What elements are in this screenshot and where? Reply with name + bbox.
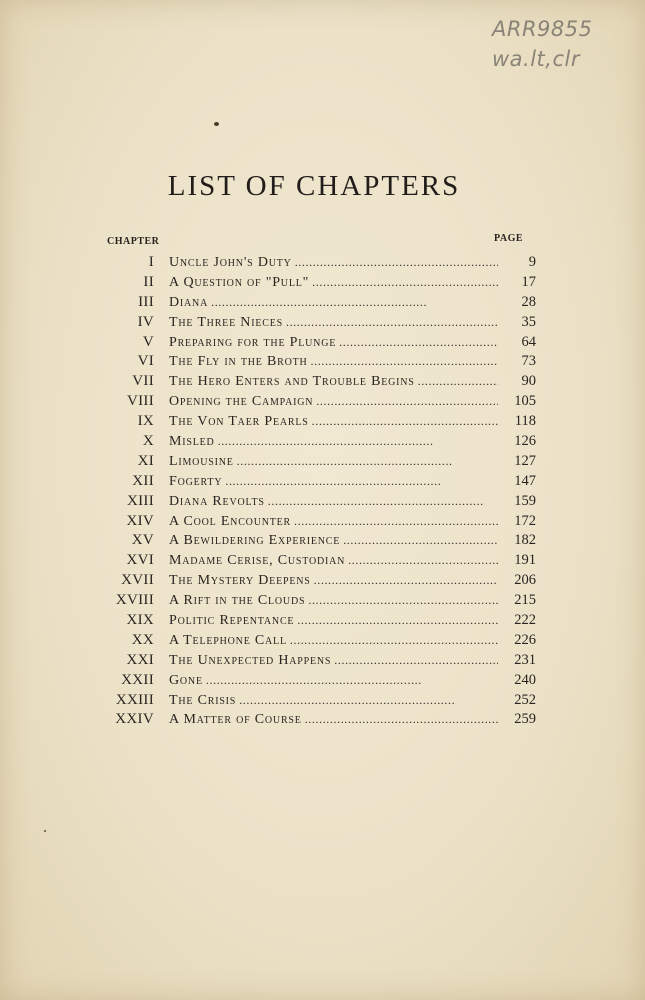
chapter-row	[100, 353, 540, 373]
chapter-row	[100, 274, 540, 294]
dot-leader	[305, 712, 498, 727]
chapter-number: XVII	[121, 572, 154, 589]
chapter-number: XV	[131, 532, 154, 549]
chapter-title: The Three Nieces	[169, 314, 283, 330]
dot-leader	[290, 633, 498, 648]
chapter-title: A Cool Encounter	[169, 513, 292, 529]
chapter-title: Misled	[169, 434, 215, 450]
dot-leader	[312, 275, 498, 290]
chapter-column-header: CHAPTER	[107, 236, 160, 247]
chapter-title-cell	[169, 553, 502, 569]
dot-leader	[297, 613, 498, 628]
chapter-title: The Fly in the Broth	[169, 354, 308, 370]
dot-leader	[334, 653, 498, 668]
chapter-title-cell	[169, 593, 502, 609]
dot-leader	[218, 434, 498, 449]
chapter-title-cell	[169, 693, 502, 709]
chapter-title-cell	[169, 335, 502, 351]
chapter-number: XXIV	[115, 711, 154, 728]
chapter-row	[100, 433, 540, 453]
dot-leader	[237, 454, 498, 469]
pencil-annotation	[492, 14, 632, 74]
chapter-number: IV	[137, 313, 154, 330]
chapter-number: VII	[132, 373, 154, 390]
chapter-row	[100, 493, 540, 513]
chapter-number: II	[143, 273, 154, 290]
chapter-page-number: 182	[514, 532, 536, 549]
chapter-title-cell	[169, 414, 502, 430]
dot-leader	[239, 693, 498, 708]
chapter-number: XII	[132, 472, 154, 489]
chapter-number: XIII	[126, 492, 154, 509]
ink-speck	[214, 122, 219, 126]
chapter-title: The Crisis	[169, 692, 237, 708]
chapter-title: Fogerty	[169, 473, 223, 489]
dot-leader	[308, 593, 498, 608]
chapter-page-number: 126	[514, 433, 536, 450]
chapter-row	[100, 393, 540, 413]
chapter-title-cell	[169, 533, 502, 549]
chapter-title-cell	[169, 673, 502, 689]
chapter-row	[100, 532, 540, 552]
chapter-number: V	[142, 333, 154, 350]
dot-leader	[348, 553, 498, 568]
chapter-title-cell	[169, 255, 502, 271]
chapter-title: A Question of "Pull"	[169, 274, 310, 290]
chapter-title: A Rift in the Clouds	[169, 593, 306, 609]
chapter-title-cell	[169, 474, 502, 490]
chapter-row	[100, 592, 540, 612]
chapter-number: XVI	[126, 552, 154, 569]
chapter-number: I	[148, 254, 154, 270]
chapter-row	[100, 652, 540, 672]
dot-leader	[311, 354, 498, 369]
chapter-page-number: 73	[521, 353, 536, 370]
chapter-page-number: 90	[521, 373, 536, 390]
chapter-page-number: 191	[514, 552, 536, 569]
chapter-title: The Hero Enters and Trouble Begins	[169, 374, 415, 390]
chapter-row	[100, 314, 540, 334]
chapter-title: Diana	[169, 294, 209, 310]
chapter-title-cell	[169, 454, 502, 470]
chapter-number: XXIII	[115, 691, 154, 708]
chapter-page-number: 105	[514, 393, 536, 410]
chapter-page-number: 172	[514, 512, 536, 529]
chapter-page-number: 118	[514, 413, 536, 430]
chapter-row	[100, 413, 540, 433]
chapter-title-cell	[169, 275, 502, 291]
chapter-title: A Bewildering Experience	[169, 533, 341, 549]
dot-leader	[312, 414, 498, 429]
chapter-title: Madame Cerise, Custodian	[169, 553, 346, 569]
chapter-title-cell	[169, 494, 502, 510]
chapter-title: Gone	[169, 672, 203, 688]
chapter-title: Preparing for the Plunge	[169, 334, 337, 350]
chapter-title: Opening the Campaign	[169, 394, 314, 410]
chapter-number: XX	[131, 631, 154, 648]
chapter-row	[100, 692, 540, 712]
table-of-contents	[100, 254, 540, 731]
chapter-title-cell	[169, 613, 502, 629]
chapter-row	[100, 294, 540, 314]
chapter-title-cell	[169, 633, 502, 649]
chapter-title: The Unexpected Happens	[169, 652, 332, 668]
chapter-page-number: 147	[514, 472, 536, 489]
chapter-number: IX	[137, 413, 154, 430]
chapter-number: X	[142, 433, 154, 450]
chapter-title-cell	[169, 315, 502, 331]
chapter-page-number: 259	[514, 711, 536, 728]
dot-leader	[418, 374, 498, 389]
chapter-number: VI	[137, 353, 154, 370]
chapter-number: XIV	[126, 512, 154, 529]
annotation-line-1: ARR9855	[492, 17, 593, 41]
chapter-title-cell	[169, 514, 502, 530]
chapter-number: XXI	[126, 651, 154, 668]
chapter-number: XVIII	[115, 592, 154, 609]
chapter-row	[100, 612, 540, 632]
paper-speck	[44, 830, 46, 832]
page-column-header: PAGE	[494, 233, 524, 244]
dot-leader	[339, 335, 498, 350]
chapter-title-cell	[169, 712, 502, 728]
chapter-title: A Matter of Course	[169, 712, 302, 728]
dot-leader	[295, 255, 498, 270]
chapter-title-cell	[169, 653, 502, 669]
chapter-title: Limousine	[169, 453, 234, 469]
chapter-row	[100, 254, 540, 274]
chapter-title-cell	[169, 394, 502, 410]
chapter-title-cell	[169, 434, 502, 450]
chapter-page-number: 64	[521, 333, 536, 350]
chapter-page-number: 28	[521, 293, 536, 310]
dot-leader	[211, 295, 498, 310]
chapter-title: Diana Revolts	[169, 493, 265, 509]
chapter-title-cell	[169, 354, 502, 370]
chapter-page-number: 231	[514, 651, 536, 668]
chapter-row	[100, 711, 540, 731]
chapter-title-cell	[169, 374, 502, 390]
chapter-title: A Telephone Call	[169, 632, 287, 648]
chapter-title: Uncle John's Duty	[169, 255, 292, 270]
dot-leader	[268, 494, 498, 509]
chapter-row	[100, 473, 540, 493]
chapter-row	[100, 552, 540, 572]
chapter-title-cell	[169, 573, 502, 589]
chapter-row	[100, 334, 540, 354]
chapter-row	[100, 373, 540, 393]
dot-leader	[314, 573, 498, 588]
page-title: LIST OF CHAPTERS	[167, 170, 461, 202]
chapter-title: The Von Taer Pearls	[169, 414, 309, 430]
chapter-page-number: 222	[514, 612, 536, 629]
chapter-number: VIII	[126, 393, 154, 410]
chapter-number: III	[138, 293, 154, 310]
chapter-page-number: 9	[528, 254, 536, 270]
chapter-page-number: 17	[521, 273, 536, 290]
chapter-page-number: 127	[514, 452, 536, 469]
chapter-number: XIX	[126, 612, 154, 629]
chapter-page-number: 159	[514, 492, 536, 509]
dot-leader	[286, 315, 498, 330]
chapter-number: XI	[137, 452, 154, 469]
chapter-row	[100, 453, 540, 473]
dot-leader	[294, 514, 498, 529]
chapter-page-number: 252	[514, 691, 536, 708]
chapter-row	[100, 672, 540, 692]
chapter-title: The Mystery Deepens	[169, 573, 311, 589]
chapter-row	[100, 513, 540, 533]
dot-leader	[316, 394, 498, 409]
annotation-line-2: wa.lt,clr	[492, 47, 580, 71]
chapter-row	[100, 632, 540, 652]
chapter-page-number: 240	[514, 671, 536, 688]
chapter-page-number: 226	[514, 631, 536, 648]
dot-leader	[225, 474, 498, 489]
chapter-title: Politic Repentance	[169, 613, 295, 629]
chapter-title-cell	[169, 295, 502, 311]
chapter-row	[100, 572, 540, 592]
dot-leader	[206, 673, 498, 688]
dot-leader	[343, 533, 498, 548]
chapter-page-number: 215	[514, 592, 536, 609]
chapter-page-number: 206	[514, 572, 536, 589]
chapter-number: XXII	[121, 671, 154, 688]
chapter-page-number: 35	[521, 313, 536, 330]
